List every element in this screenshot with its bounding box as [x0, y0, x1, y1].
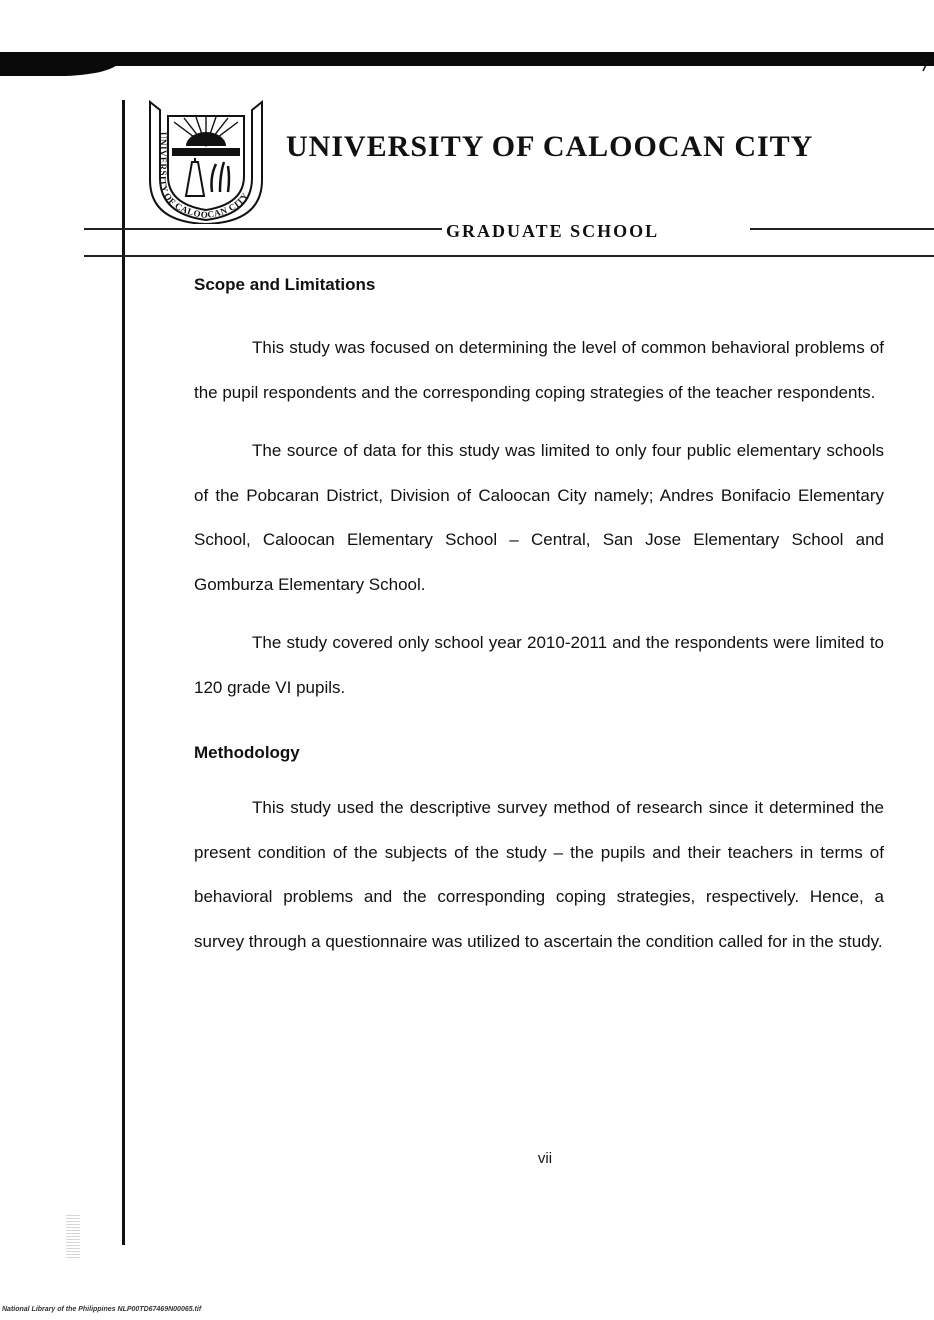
university-name: UNIVERSITY OF CALOOCAN CITY — [286, 130, 814, 163]
university-seal-icon — [146, 100, 266, 224]
svg-text:UNIVERSITY OF CALOOCAN CITY: UNIVERSITY OF CALOOCAN CITY — [157, 132, 251, 221]
scan-speckle — [66, 1215, 80, 1259]
paragraph: The study covered only school year 2010-2011 and the respondents were limited to 120 grade VI pupils. — [194, 633, 884, 697]
page-number: vii — [537, 1150, 553, 1167]
paragraph: This study was focused on determining the level of common behavioral problems of the pupil respondents and the corresponding coping strategies of the teacher respondents. — [194, 338, 884, 402]
archive-footer: National Library of the Philippines NLP00TD67469N00065.tif — [2, 1306, 202, 1313]
section-heading-methodology: Methodology — [194, 743, 300, 762]
margin-rule — [122, 100, 125, 1245]
page-body — [194, 270, 884, 964]
paragraph: This study used the descriptive survey method of research since it determined the present condition of the subjects of the study – the pupils and their teachers in terms of behavioral problems and the corresponding coping strategies, respectively. Hence, a survey through a questionnaire was utilized to ascertain the condition called for in the study. — [194, 798, 884, 951]
scan-corner-mark — [918, 60, 928, 72]
header-rule-bottom — [84, 255, 934, 257]
scan-top-band — [0, 52, 934, 66]
department-name: GRADUATE SCHOOL — [442, 221, 750, 242]
paragraph: The source of data for this study was limited to only four public elementary schools of the Pobcaran District, Division of Caloocan City namely; Andres Bonifacio Elementary School, Caloocan Elementary School – Central, San Jose Elementary School and Gomburza Elementary School. — [194, 441, 884, 594]
section-heading-scope: Scope and Limitations — [194, 275, 376, 294]
scan-top-band-edge — [0, 60, 120, 76]
